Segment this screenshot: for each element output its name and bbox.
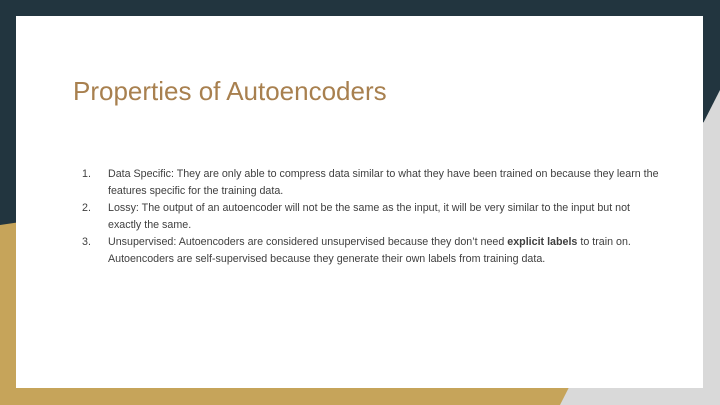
list-item xyxy=(82,166,662,200)
list-item-text: Data Specific: They are only able to compress data similar to what they have been trained on because they learn the features specific for the training data. xyxy=(108,168,659,197)
list-item xyxy=(82,234,662,268)
properties-list xyxy=(82,166,662,268)
list-item-text-continued: to train on. Autoencoders are self-supervised because they generate their own labels from training data. xyxy=(108,236,631,265)
list-number: 2. xyxy=(82,202,91,214)
list-number: 1. xyxy=(82,168,91,180)
slide-title: Properties of Autoencoders xyxy=(73,76,387,106)
list-item-text: Unsupervised: Autoencoders are considered unsupervised because they don’t need xyxy=(108,236,505,248)
list-item xyxy=(82,200,662,234)
list-item-text: Lossy: The output of an autoencoder will not be the same as the input, it will be very similar to the input but not exactly the same. xyxy=(108,202,631,231)
emphasized-text: explicit labels xyxy=(507,236,578,248)
list-number: 3. xyxy=(82,236,91,248)
